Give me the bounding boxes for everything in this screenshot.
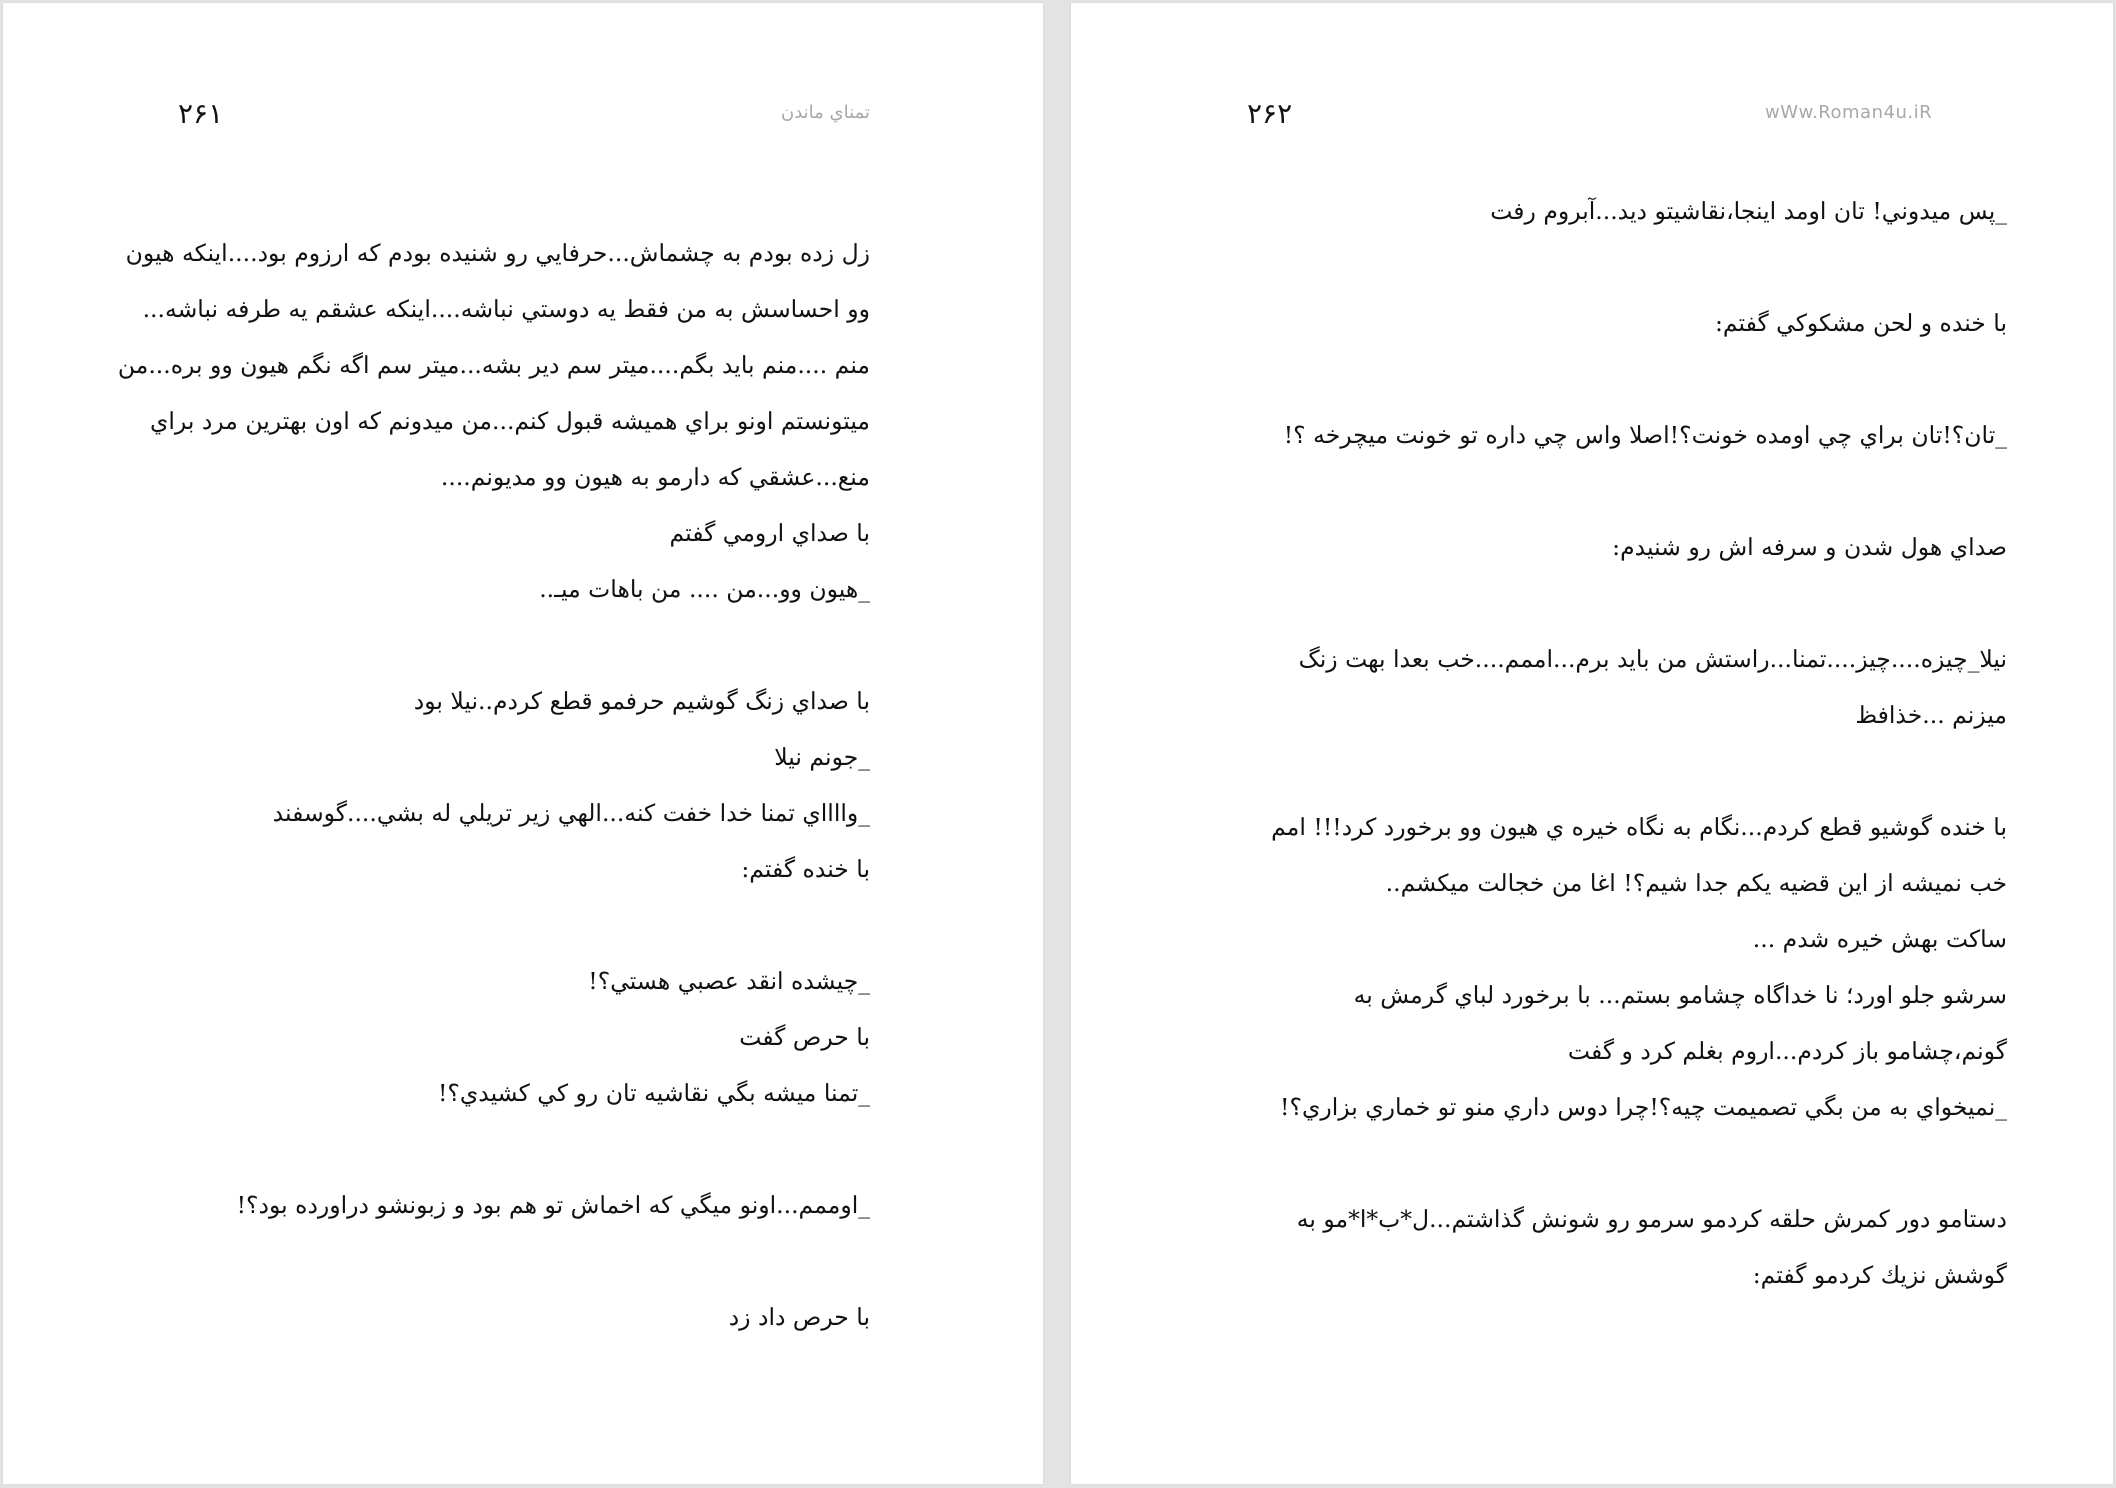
text-line: گونم،چشامو باز كردم...اروم بغلم كرد و گفت [1567, 1037, 2007, 1065]
paragraph-gap [1309, 1135, 2007, 1191]
text-line: _جونم نيلا [774, 743, 870, 771]
text-line: خب نميشه از اين قضيه يكم جدا شيم؟! اغا من خجالت ميكشم.. [1385, 869, 2007, 897]
text-line: نيلا_چيزه....چيز....تمنا...راستش من بايد برم...اممم....خب بعدا بهت زنگ [1298, 645, 2007, 673]
text-line: منع...عشقي كه دارمو به هيون وو مديونم.... [440, 463, 870, 491]
paragraph-gap [1309, 575, 2007, 631]
page-number: ۲۶۱ [178, 97, 224, 130]
text-line: _وااااي تمنا خدا خفت كنه...الهي زير تريلي له بشي....گوسفند [272, 799, 870, 827]
paragraph-gap [170, 897, 870, 953]
text-line: با خنده گوشيو قطع كردم...نگام به نگاه خيره ي هيون وو برخورد كرد!!! امم [1271, 813, 2007, 841]
text-line: با خنده و لحن مشكوكي گفتم: [1714, 309, 2007, 337]
text-line: سرشو جلو اورد؛ نا خداگاه چشامو بستم... با برخورد لباي گرمش به [1353, 981, 2007, 1009]
text-line: ساكت بهش خيره شدم ... [1752, 925, 2007, 953]
paragraph-gap [1309, 463, 2007, 519]
paragraph-gap [170, 617, 870, 673]
text-line: با حرص داد زد [728, 1303, 870, 1331]
paragraph-gap [170, 1121, 870, 1177]
text-line: با حرص گفت [739, 1023, 870, 1051]
page-number: ۲۶۲ [1247, 97, 1293, 130]
text-line: با خنده گفتم: [741, 855, 870, 883]
text-line: زل زده بودم به چشماش...حرفايي رو شنيده بودم كه ارزوم بود....اينكه هيون [125, 239, 870, 267]
text-line: _تمنا ميشه بگي نقاشيه تان رو كي كشيدي؟! [437, 1079, 870, 1107]
text-line: _چيشده انقد عصبي هستي؟! [588, 967, 870, 995]
paragraph-gap [1309, 351, 2007, 407]
text-line: منم ....منم بايد بگم....ميتر سم دير بشه...ميتر سم اگه نگم هيون وو بره...من [117, 351, 870, 379]
paragraph-gap [1309, 743, 2007, 799]
text-line: گوشش نزيك كردمو گفتم: [1752, 1261, 2007, 1289]
text-line: صداي هول شدن و سرفه اش رو شنيدم: [1612, 533, 2007, 561]
paragraph-gap [170, 1233, 870, 1289]
right-page [1071, 3, 2113, 1484]
text-line: با صداي زنگ گوشيم حرفمو قطع كردم..نيلا بود [413, 687, 870, 715]
left-page [3, 3, 1043, 1484]
text-line: _تان؟!تان براي چي اومده خونت؟!اصلا واس چي داره تو خونت ميچرخه ؟! [1283, 421, 2007, 449]
text-line: با صداي ارومي گفتم [669, 519, 870, 547]
text-line: ميزنم ...خذافظ [1855, 701, 2007, 729]
text-line: _پس ميدوني! تان اومد اينجا،نقاشيتو ديد...آبروم رفت [1490, 197, 2007, 225]
paragraph-gap [1309, 239, 2007, 295]
text-line: _اوممم...اونو ميگي كه اخماش تو هم بود و زبونشو دراورده بود؟! [236, 1191, 870, 1219]
text-line: _هيون وو...من .... من باهات ميـ.. [539, 575, 870, 603]
text-line: ميتونستم اونو براي هميشه قبول كنم...من ميدونم كه اون بهترين مرد براي [149, 407, 870, 435]
text-line: دستامو دور كمرش حلقه كردمو سرمو رو شونش گذاشتم...ل*ب*ا*مو به [1296, 1205, 2007, 1233]
page-body-text [117, 225, 870, 1345]
text-line: _نميخواي به من بگي تصميمت چيه؟!چرا دوس داري منو تو خماري بزاري؟! [1280, 1093, 2007, 1121]
page-body-text [1271, 183, 2007, 1303]
running-head-watermark: wWw.Roman4u.iR [1765, 102, 1933, 123]
running-head: تمناي ماندن [781, 102, 870, 123]
text-line: وو احساسش به من فقط يه دوستي نباشه....اينكه عشقم يه طرفه نباشه... [142, 295, 870, 323]
